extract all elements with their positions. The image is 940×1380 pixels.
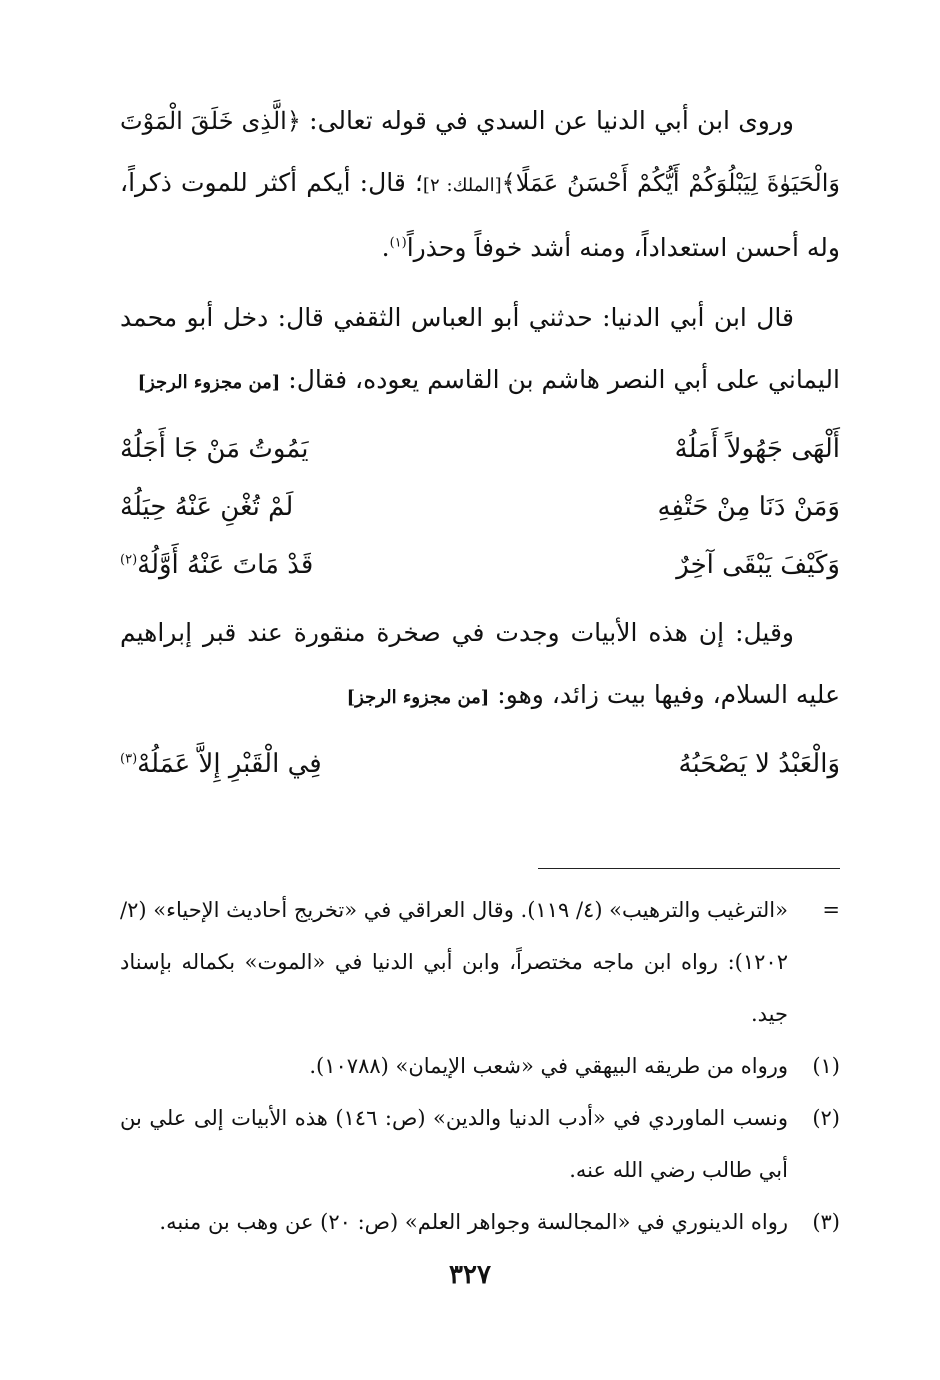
- footnote-continued: [120, 884, 840, 1040]
- footnote-text: ورواه من طريقه البيهقي في «شعب الإيمان» (١٠٧٨٨).: [309, 1054, 788, 1078]
- quran-citation: [الملك: ٢]: [422, 175, 502, 196]
- footnote-mark: (١): [812, 1054, 840, 1078]
- verse-first-hemistich: أَلْهَى جَهُولاً أَمَلُهْ: [674, 434, 840, 464]
- footnotes: [120, 884, 840, 1248]
- paragraph-thaqafi: [120, 287, 840, 414]
- paragraph-ibrahim-text: وقيل: إن هذه الأبيات وجدت في صخرة منقورة عند قبر إبراهيم عليه السلام، وفيها بيت زائد، وهو:: [120, 618, 840, 709]
- footnote-1: [120, 1040, 840, 1092]
- footnote-mark: =: [822, 898, 840, 922]
- paragraph-sudi-intro: وروى ابن أبي الدنيا عن السدي في قوله تعالى:: [300, 106, 795, 135]
- paragraph-sudi-rest: ؛ قال: أيكم أكثر للموت ذكراً، وله أحسن استعداداً، ومنه أشد خوفاً وحذراً: [120, 168, 840, 262]
- verse-first-hemistich: وَمَنْ دَنَا مِنْ حَتْفِهِ: [657, 492, 840, 522]
- footnote-text: ونسب الماوردي في «أدب الدنيا والدين» (ص: ١٤٦) هذه الأبيات إلى علي بن أبي طالب رضي الله عنه.: [120, 1106, 788, 1182]
- page-number: ٣٢٧: [449, 1260, 491, 1290]
- verse-second-hemistich: [120, 434, 450, 464]
- verse-second-hemistich-text: يَمُوتُ مَنْ جَا أَجَلُهْ: [120, 434, 309, 464]
- verse-second-hemistich-text: فِي الْقَبْرِ إِلاَّ عَمَلُهْ: [137, 749, 322, 779]
- footnote-text: «الترغيب والترهيب» (٤/ ١١٩). وقال العراقي في «تخريج أحاديث الإحياء» (٢/ ١٢٠٢): رواه ابن ماجه مختصراً، وابن أبي الدنيا في «الموت» بكماله بإسناد جيد.: [120, 898, 788, 1026]
- footnote-text: رواه الدينوري في «المجالسة وجواهر العلم» (ص: ٢٠) عن وهب بن منبه.: [159, 1210, 788, 1234]
- verse-second-hemistich: [120, 749, 450, 779]
- verse-second-hemistich-text: لَمْ تُغْنِ عَنْهُ حِيَلُهْ: [120, 492, 294, 522]
- footnote-3: [120, 1196, 840, 1248]
- footnote-divider: [538, 868, 840, 869]
- poem-verse: [120, 735, 840, 793]
- page-body: [120, 90, 840, 793]
- poem-verse: [120, 478, 840, 536]
- paragraph-thaqafi-text: قال ابن أبي الدنيا: حدثني أبو العباس الثقفي قال: دخل أبو محمد اليماني على أبي النصر هاشم بن القاسم يعوده، فقال:: [120, 303, 840, 394]
- poem-verse: [120, 536, 840, 594]
- footnote-ref-3[interactable]: (٣): [120, 751, 138, 767]
- footnote-2: [120, 1092, 840, 1196]
- footnote-mark: (٣): [812, 1210, 840, 1234]
- quran-verse: ﴿الَّذِى خَلَقَ الْمَوْتَ وَالْحَيَوٰةَ لِيَبْلُوَكُمْ أَيُّكُمْ أَحْسَنُ عَمَلًا﴾: [120, 107, 840, 197]
- verse-second-hemistich: [120, 550, 450, 580]
- poem-verse: [120, 420, 840, 478]
- verse-first-hemistich: وَالْعَبْدُ لا يَصْحَبُهُ: [678, 749, 840, 779]
- poem-meter-label: [من مجزوء الرجز]: [346, 687, 490, 708]
- paragraph-sudi-end: .: [381, 233, 390, 262]
- footnote-ref-2[interactable]: (٢): [120, 552, 138, 568]
- footnote-mark: (٢): [812, 1106, 840, 1130]
- poem-meter-label: [من مجزوء الرجز]: [137, 372, 281, 393]
- verse-second-hemistich: [120, 492, 450, 522]
- verse-second-hemistich-text: قَدْ مَاتَ عَنْهُ أَوَّلُهْ: [137, 550, 314, 580]
- poem-second: [120, 735, 840, 793]
- paragraph-ibrahim: [120, 602, 840, 729]
- verse-first-hemistich: وَكَيْفَ يَبْقَى آخِرٌ: [676, 550, 840, 580]
- footnote-ref-1[interactable]: (١): [389, 235, 407, 251]
- paragraph-sudi: [120, 90, 840, 279]
- poem-first: [120, 420, 840, 594]
